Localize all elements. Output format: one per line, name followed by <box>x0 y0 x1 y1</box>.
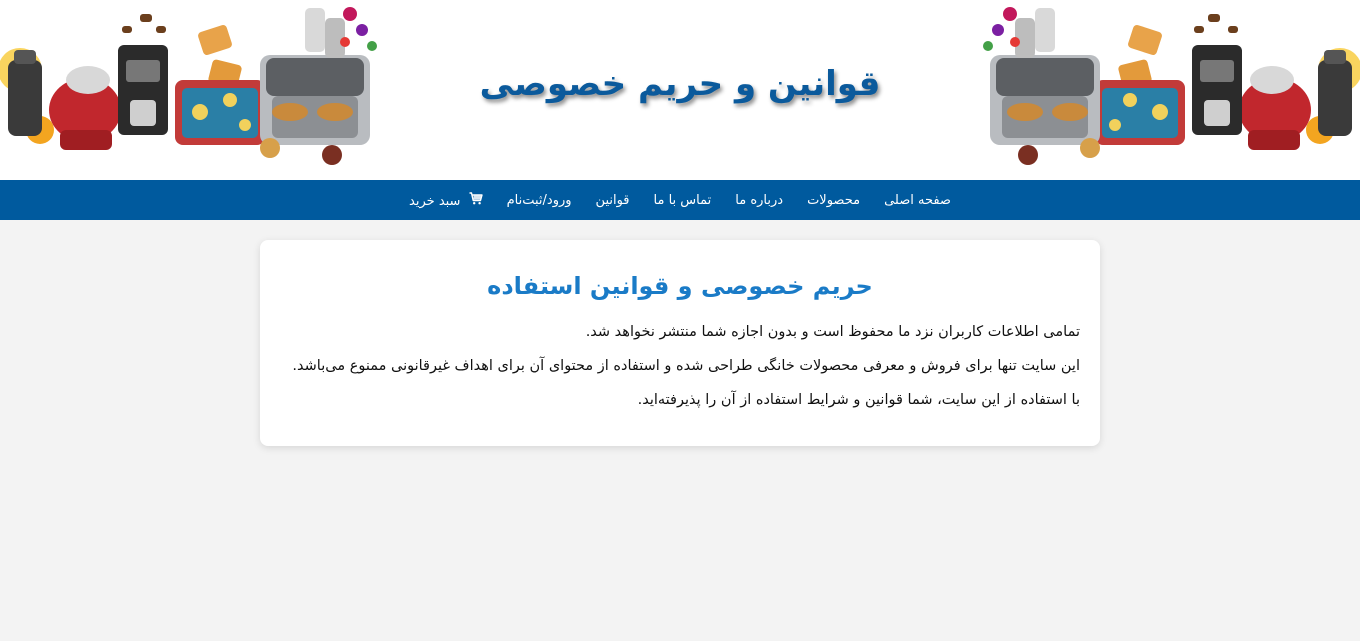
nav-item-contact[interactable]: تماس با ما <box>653 192 712 208</box>
nav-item-rules[interactable]: قوانین <box>595 192 630 208</box>
nav-item-home[interactable]: صفحه اصلی <box>884 192 951 208</box>
acceptance-paragraph: با استفاده از این سایت، شما قوانین و شرایط استفاده از آن را پذیرفته‌اید. <box>637 392 1080 408</box>
nav-item-login[interactable]: ورود/ثبت‌نام <box>506 192 572 208</box>
privacy-paragraph: تمامی اطلاعات کاربران نزد ما محفوظ است و بدون اجازه شما منتشر نخواهد شد. <box>585 324 1080 340</box>
site-title: قوانین و حریم خصوصی <box>479 64 881 104</box>
privacy-content-card <box>260 240 1100 446</box>
site-header <box>0 0 1360 180</box>
usage-paragraph: این سایت تنها برای فروش و معرفی محصولات خانگی طراحی شده و استفاده از محتوای آن برای اهداف غیرقانونی ممنوع می‌باشد. <box>292 358 1080 374</box>
nav-item-about[interactable]: درباره ما <box>735 192 784 208</box>
nav-item-products[interactable]: محصولات <box>807 192 861 208</box>
nav-item-cart[interactable] <box>409 192 483 209</box>
nav-item-cart-label: سبد خرید <box>409 193 461 209</box>
main-navbar <box>0 180 1360 220</box>
shopping-cart-icon <box>469 192 483 209</box>
content-title: حریم خصوصی و قوانین استفاده <box>487 272 873 300</box>
